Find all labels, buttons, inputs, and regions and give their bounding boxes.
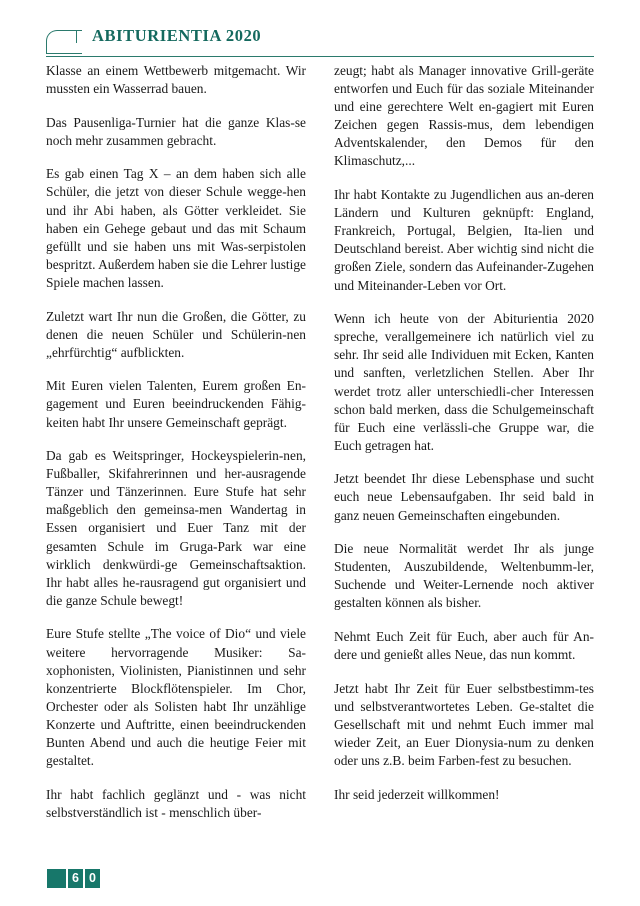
page-header: [46, 26, 594, 60]
text-columns: [46, 62, 594, 852]
paragraph: Eure Stufe stellte „The voice of Dio“ und viele weitere hervorragende Musiker: Sa-xophonisten, Violinisten, Pianistinnen und sehr konzentrierte Blockflötenspieler. Im Chor, Orchester oder als Solisten habt Ihr unzählige Konzerte und Auftritte, einen beeindruckenden Bunten Abend und auch die heutige Feier mit gestaltet.: [46, 626, 306, 769]
paragraph: Jetzt habt Ihr Zeit für Euer selbstbestimm-tes und selbstverantwortetes Leben. Ge-staltet die Gesellschaft mit und nehmt Euch immer mal wieder Zeit, an Euer Dionysia-num zu denken oder uns z.B. beim Farben-fest zu besuchen.: [334, 680, 594, 769]
paragraph: Klasse an einem Wettbewerb mitgemacht. Wir mussten ein Wasserrad bauen.: [46, 63, 306, 97]
paragraph: Die neue Normalität werdet Ihr als junge Studenten, Auszubildende, Weltenbumm-ler, Suchende und Weiter-Lernende noch aktiver gestalten können als bisher.: [334, 541, 594, 611]
page-number-footer: [47, 869, 100, 888]
paragraph: zeugt; habt als Manager innovative Grill-geräte entworfen und Euch für das soziale Miteinander und eine gerechtere Welt en-gagiert mit Euren Zeichen gegen Rassis-mus, dem lebendigen Adventskalender, den Demos für den Klimaschutz,...: [334, 63, 594, 169]
right-column: [334, 62, 594, 852]
page-number-digit: 0: [85, 869, 100, 888]
paragraph: Zuletzt wart Ihr nun die Großen, die Götter, zu denen die neuen Schüler und Schülerin-nen „ehrfürchtig“ aufblickten.: [46, 308, 306, 360]
page-number-digit: 6: [68, 869, 83, 888]
rounded-bracket-tick-icon: [76, 30, 77, 43]
header-divider: [46, 56, 594, 57]
page-number-block-icon: [47, 869, 66, 888]
paragraph: Ihr habt Kontakte zu Jugendlichen aus an-deren Ländern und Kulturen geknüpft: England, Frankreich, Portugal, Belgien, Ita-lien und Deutschland bereist. Aber wichtig sind nicht die großen Ziele, sondern das Aufeinander-Zugehen und Miteinander-Leben vor Ort.: [334, 187, 594, 293]
paragraph: Mit Euren vielen Talenten, Eurem großen En-gagement und Euren beeindruckenden Fähig-keiten habt Ihr unsere Gemeinschaft geprägt.: [46, 378, 306, 430]
paragraph: Ihr habt fachlich geglänzt und - was nicht selbstverständlich ist - menschlich über-: [46, 786, 306, 820]
paragraph: Jetzt beendet Ihr diese Lebensphase und sucht euch neue Lebensaufgaben. Ihr seid bald in ganz neuen Gemeinschaften eingebunden.: [334, 471, 594, 523]
paragraph: Wenn ich heute von der Abiturientia 2020 spreche, verallgemeinere ich natürlich viel zu sehr. Ihr seid alle Individuen mit Ecken, Kanten und sanften, verletzlichen Stellen. Aber Ihr werdet trotz aller unterschiedli-cher Interessen schon bald merken, dass die Schulgemeinschaft für Euch eine verlässli-che Gruppe war, die Euch getragen hat.: [334, 311, 594, 453]
page-title: ABITURIENTIA 2020: [92, 26, 262, 45]
left-column: [46, 62, 306, 852]
paragraph: Da gab es Weitspringer, Hockeyspielerin-nen, Fußballer, Skifahrerinnen und her-ausragende Tänzer und Tänzerinnen. Eure Stufe hat sehr maßgeblich den gemeinsa-men Wandertag in Essen organisiert und Euer Tanz mit der gesamten Schule im Gruga-Park war eine wirklich denkwürdi-ge Gemeinschaftsaktion. Ihr habt alles he-rausragend gut organisiert und die ganze Schule bewegt!: [46, 448, 306, 608]
paragraph: Es gab einen Tag X – an dem haben sich alle Schüler, die jetzt von dieser Schule wegge-hen und ihr Abi haben, als Götter verkleidet. Sie haben ein Gehege gebaut und das mit Schaum gefüllt und sie haben uns mit Was-serpistolen bespritzt. Außerdem haben sie die Lehrer lustige Spiele machen lassen.: [46, 166, 306, 290]
paragraph: Nehmt Euch Zeit für Euch, aber auch für An-dere und genießt alles Neue, das nun kommt.: [334, 629, 594, 663]
paragraph: Ihr seid jederzeit willkommen!: [334, 786, 500, 802]
paragraph: Das Pausenliga-Turnier hat die ganze Klas-se noch mehr zusammen gebracht.: [46, 114, 306, 148]
